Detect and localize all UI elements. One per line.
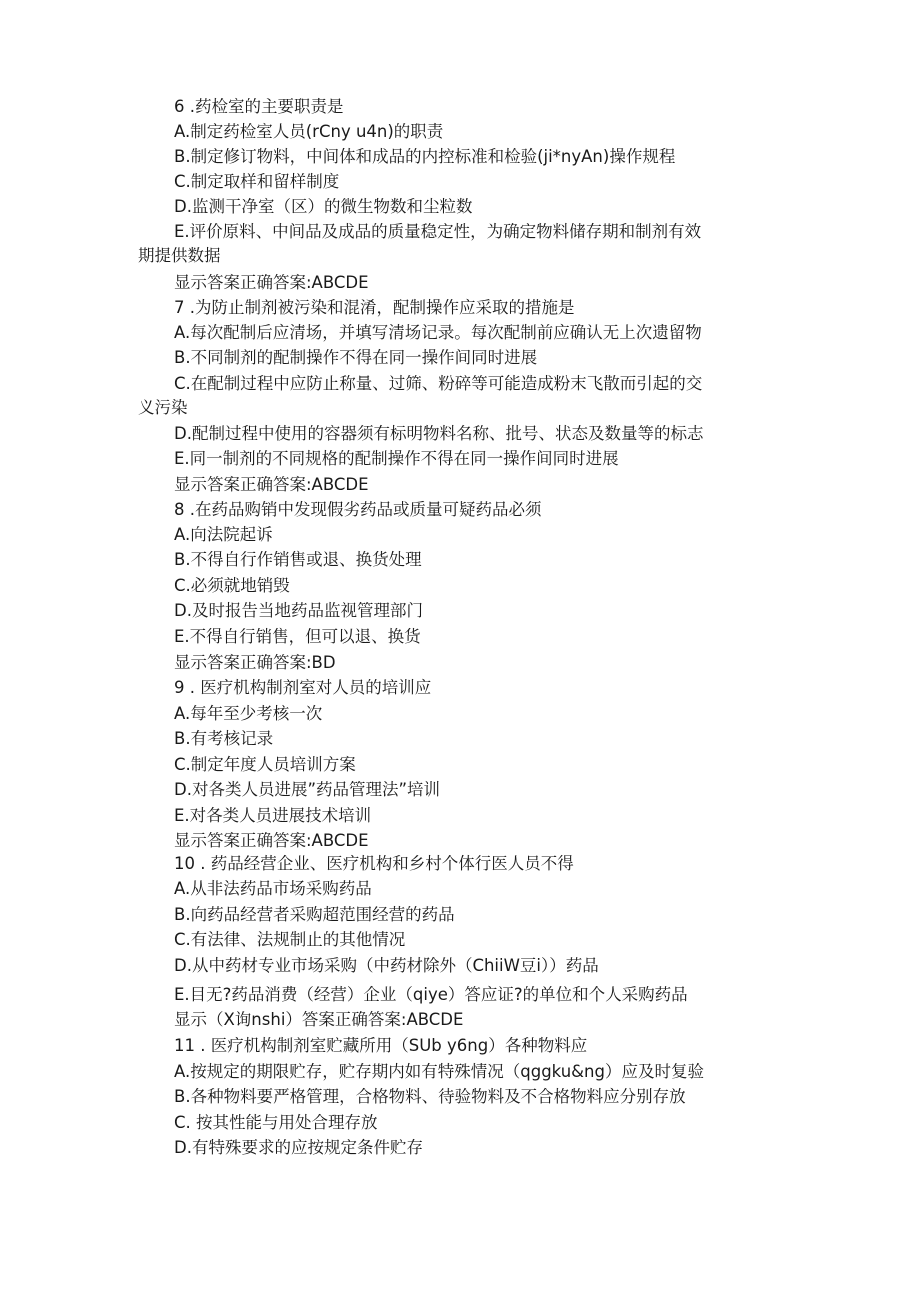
q7-option-e: E.同一制剂的不同规格的配制操作不得在同一操作间同时进展 xyxy=(174,449,619,468)
q6-option-d: D.监测干净室（区）的微生物数和尘粒数 xyxy=(174,197,473,216)
q7-option-c-continuation: 义污染 xyxy=(138,398,188,417)
q11-option-d: D.有特殊要求的应按规定条件贮存 xyxy=(174,1138,423,1157)
q10-option-a: A.从非法药品市场采购药品 xyxy=(174,879,372,898)
question-7: 7 .为防止制剂被污染和混淆，配制操作应采取的措施是 xyxy=(174,298,575,317)
q8-option-c: C.必须就地销毁 xyxy=(174,576,290,595)
q6-option-b: B.制定修订物料，中间体和成品的内控标准和检验(ji*nyAn)操作规程 xyxy=(174,147,676,166)
question-9: 9 . 医疗机构制剂室对人员的培训应 xyxy=(174,678,432,697)
q9-option-d: D.对各类人员进展”药品管理法”培训 xyxy=(174,780,441,799)
q10-option-d: D.从中药材专业市场采购（中药材除外（ChiiW豆i））药品 xyxy=(174,956,599,975)
q9-answer: 显示答案正确答案:ABCDE xyxy=(174,831,369,850)
question-10: 10 . 药品经营企业、医疗机构和乡村个体行医人员不得 xyxy=(174,854,574,873)
q6-option-c: C.制定取样和留样制度 xyxy=(174,172,340,191)
q6-option-a: A.制定药检室人员(rCny u4n)的职责 xyxy=(174,122,444,141)
q6-answer: 显示答案正确答案:ABCDE xyxy=(174,273,369,292)
question-8: 8 .在药品购销中发现假劣药品或质量可疑药品必须 xyxy=(174,500,542,519)
q9-option-e: E.对各类人员进展技术培训 xyxy=(174,806,372,825)
q7-option-d: D.配制过程中使用的容器须有标明物料名称、批号、状态及数量等的标志 xyxy=(174,424,704,443)
q7-option-b: B.不同制剂的配制操作不得在同一操作间同时进展 xyxy=(174,348,538,367)
q7-option-a: A.每次配制后应清场，并填写清场记录。每次配制前应确认无上次遗留物 xyxy=(174,323,702,342)
q11-option-a: A.按规定的期限贮存，贮存期内如有特殊情况（qggku&ng）应及时复验 xyxy=(174,1062,704,1081)
q9-option-a: A.每年至少考核一次 xyxy=(174,704,323,723)
q8-option-b: B.不得自行作销售或退、换货处理 xyxy=(174,550,422,569)
q9-option-c: C.制定年度人员培训方案 xyxy=(174,755,356,774)
q8-answer: 显示答案正确答案:BD xyxy=(174,653,336,672)
q8-option-e: E.不得自行销售，但可以退、换货 xyxy=(174,627,421,646)
q10-option-b: B.向药品经营者采购超范围经营的药品 xyxy=(174,905,455,924)
q11-option-b: B.各种物料要严格管理，合格物料、待验物料及不合格物料应分别存放 xyxy=(174,1087,686,1106)
q11-option-c: C. 按其性能与用处合理存放 xyxy=(174,1113,378,1132)
q8-option-a: A.向法院起诉 xyxy=(174,525,273,544)
question-11: 11 . 医疗机构制剂室贮藏所用（SUb y6ng）各种物料应 xyxy=(174,1036,588,1055)
q10-option-e: E.目无?药品消费（经营）企业（qiye）答应证?的单位和个人采购药品 xyxy=(174,985,688,1004)
q6-option-e: E.评价原料、中间品及成品的质量稳定性，为确定物料储存期和制剂有效 xyxy=(174,222,702,241)
question-6: 6 .药检室的主要职责是 xyxy=(174,97,344,116)
q7-answer: 显示答案正确答案:ABCDE xyxy=(174,475,369,494)
q9-option-b: B.有考核记录 xyxy=(174,729,274,748)
q8-option-d: D.及时报告当地药品监视管理部门 xyxy=(174,601,423,620)
q10-option-c: C.有法律、法规制止的其他情况 xyxy=(174,930,406,949)
q10-answer: 显示（X询nshi）答案正确答案:ABCDE xyxy=(174,1010,464,1029)
q6-option-e-continuation: 期提供数据 xyxy=(138,246,221,265)
q7-option-c: C.在配制过程中应防止称量、过筛、粉碎等可能造成粉末飞散而引起的交 xyxy=(174,374,703,393)
